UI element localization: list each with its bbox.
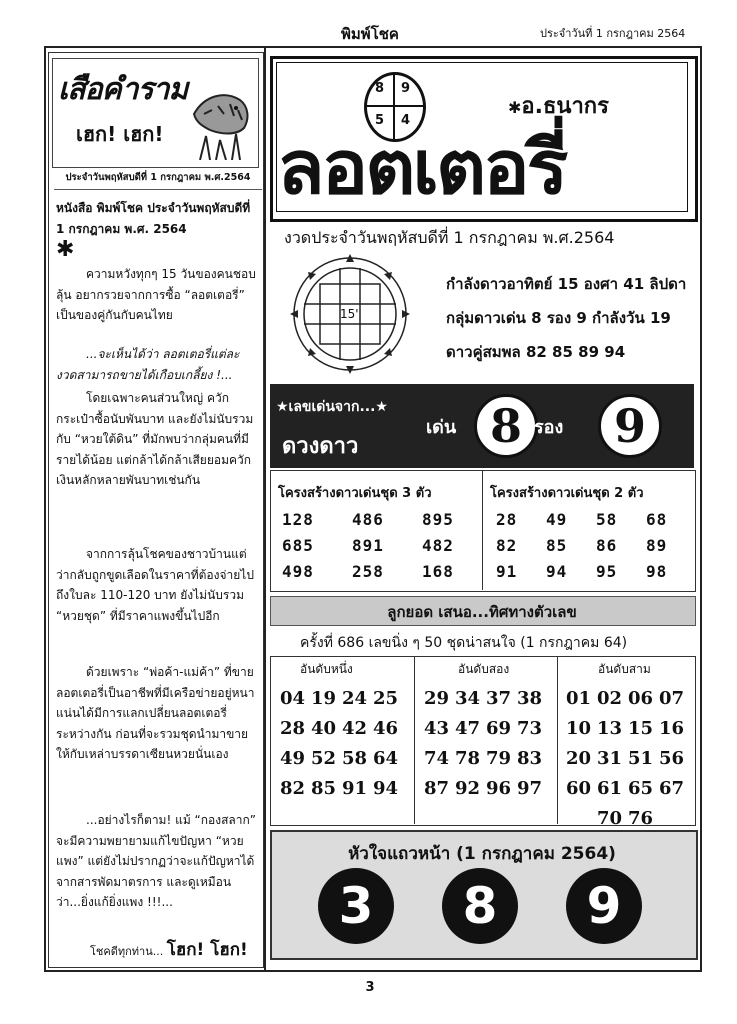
rank-two-number: 83 bbox=[517, 748, 543, 769]
rank-one-number: 91 bbox=[342, 778, 368, 799]
table-divider bbox=[414, 656, 415, 824]
rank-three-number: 13 bbox=[597, 718, 623, 739]
two-digit-number: 86 bbox=[596, 536, 618, 555]
rank-two-number: 92 bbox=[455, 778, 481, 799]
column-divider bbox=[264, 46, 266, 970]
two-digit-number: 94 bbox=[546, 562, 568, 581]
rank-three-number: 16 bbox=[659, 718, 685, 739]
rank-two-number: 37 bbox=[486, 688, 512, 709]
paragraph-hope: ความหวังทุกๆ 15 วันของคนชอบลุ้น อยากรวยจากการซื้อ “ลอตเตอรี่” เป็นของคู่กันกับคนไทย bbox=[56, 267, 256, 322]
three-digit-number: 891 bbox=[352, 536, 384, 555]
rank-one-header: อันดับหนึ่ง bbox=[300, 662, 353, 676]
three-digit-number: 128 bbox=[282, 510, 314, 529]
second-label: รอง bbox=[534, 417, 564, 438]
rank-one-number: 04 bbox=[280, 688, 306, 709]
rank-two-number: 34 bbox=[455, 688, 481, 709]
rank-two-number: 97 bbox=[517, 778, 543, 799]
three-digit-number: 168 bbox=[422, 562, 454, 581]
asterisk-icon: ✱ bbox=[56, 237, 75, 262]
intro-text: หนังสือ พิมพ์โชค ประจำวันพฤหัสบดีที่ 1 กรกฎาคม พ.ศ. 2564 bbox=[56, 201, 251, 236]
rank-three-number: 65 bbox=[628, 778, 654, 799]
column-signoff bbox=[90, 936, 248, 963]
rank-one-number: 28 bbox=[280, 718, 306, 739]
paragraph-majority: โดยเฉพาะคนส่วนใหญ่ ควักกระเป๋าซื้อนับพันบาท และยังไม่นับรวมกับ “หวยใต้ดิน” ที่มักพบว่ากลุ่มคนที่มีรายได้น้อย แต่กล้าได้กล้าเสียยอมควักเงินหลักหลายพันบาทเช่นกัน bbox=[56, 391, 254, 487]
three-digit-number: 258 bbox=[352, 562, 384, 581]
page-number: 3 bbox=[365, 980, 375, 995]
rank-one-number: 40 bbox=[311, 718, 337, 739]
star-info-power: กำลังดาวอาทิตย์ 15 องศา 41 ลิปดา bbox=[446, 275, 687, 293]
rank-two-number: 29 bbox=[424, 688, 450, 709]
rank-two-number: 38 bbox=[517, 688, 543, 709]
structure-three-title: โครงสร้างดาวเด่นชุด 3 ตัว bbox=[278, 486, 432, 501]
rank-one-number: 64 bbox=[373, 748, 399, 769]
rank-two-number: 69 bbox=[486, 718, 512, 739]
rank-two-number: 43 bbox=[424, 718, 450, 739]
two-digit-number: 91 bbox=[496, 562, 518, 581]
paragraph-dealers: ด้วยเพราะ “พ่อค้า-แม่ค้า” ที่ขายลอตเตอรี่เป็นอาชีพที่มีเครือข่ายอยู่หนาแน่นได้มีการแลกเปลี่ยนลอตเตอรี่ระหว่างกัน ก่อนที่จะรวมชุดนำมาขายให้กับเหล่าบรรดาเซียนหวยนั่นเอง bbox=[56, 665, 255, 761]
dial-number: 5 bbox=[375, 113, 385, 128]
logo-title: ลอตเตอรี่ bbox=[277, 125, 566, 211]
three-digit-number: 895 bbox=[422, 510, 454, 529]
paragraph-lottery-office: ...อย่างไรก็ตาม! แม้ “กองสลาก” จะมีความพยายามแก้ไขปัญหา “หวยแพง” แต่ยังไม่ปรากฏว่าจะแก้ปัญหาได้จากสารพัดมาตรการ และดูเหมือนว่า...ยิ่งแก้ยิ่งแพง !!!... bbox=[56, 813, 256, 909]
dial-number: 8 bbox=[375, 81, 385, 96]
rank-three-number: 70 bbox=[597, 808, 623, 829]
rank-one-number: 94 bbox=[373, 778, 399, 799]
signoff-big: โฮก! โฮก! bbox=[166, 940, 248, 960]
dial-number: 9 bbox=[401, 81, 411, 96]
three-digit-number: 685 bbox=[282, 536, 314, 555]
two-digit-number: 49 bbox=[546, 510, 568, 529]
rank-two-number: 79 bbox=[486, 748, 512, 769]
direction-title: ลูกยอด เสนอ...ทิศทางตัวเลข bbox=[387, 603, 577, 621]
rank-one-number: 52 bbox=[311, 748, 337, 769]
issue-date: ประจำวันที่ 1 กรกฎาคม 2564 bbox=[540, 27, 686, 40]
structure-two-title: โครงสร้างดาวเด่นชุด 2 ตัว bbox=[490, 486, 644, 501]
paragraph-price: จากการลุ้นโชคของชาวบ้านแต่ว่ากลับถูกขูดเลือดในราคาที่ต้องจ่ายไปถึงใบละ 110-120 บาท ยังไม่นับรวม “หวยชุด” ที่มีราคาแพงขึ้นไปอีก bbox=[56, 547, 254, 623]
rank-three-number: 01 bbox=[566, 688, 592, 709]
front-row-title: หัวใจแถวหน้า (1 กรกฎาคม 2564) bbox=[348, 844, 616, 864]
two-digit-number: 95 bbox=[596, 562, 618, 581]
signoff-small: โชคดีทุกท่าน... bbox=[90, 945, 164, 958]
lead-number: 8 bbox=[474, 394, 538, 458]
two-digit-number: 68 bbox=[646, 510, 668, 529]
wheel-center-value: 15' bbox=[340, 307, 359, 321]
rank-one-number: 25 bbox=[373, 688, 399, 709]
rank-three-number: 76 bbox=[628, 808, 654, 829]
second-number: 9 bbox=[598, 394, 662, 458]
rank-three-header: อันดับสาม bbox=[598, 662, 651, 676]
table-divider bbox=[557, 656, 558, 824]
rank-one-number: 46 bbox=[373, 718, 399, 739]
rank-three-number: 60 bbox=[566, 778, 592, 799]
rank-three-number: 67 bbox=[659, 778, 685, 799]
column-date: ประจำวันพฤหัสบดีที่ 1 กรกฎาคม พ.ศ.2564 bbox=[54, 170, 262, 190]
masthead-title: เสือคำราม bbox=[58, 72, 188, 107]
two-digit-number: 82 bbox=[496, 536, 518, 555]
tiger-illustration bbox=[190, 74, 252, 160]
rank-two-number: 73 bbox=[517, 718, 543, 739]
rank-three-number: 07 bbox=[659, 688, 685, 709]
rank-three-number: 15 bbox=[628, 718, 654, 739]
rank-two-number: 74 bbox=[424, 748, 450, 769]
three-digit-number: 486 bbox=[352, 510, 384, 529]
masthead-subtitle: เฮก! เฮก! bbox=[76, 122, 164, 146]
three-digit-number: 498 bbox=[282, 562, 314, 581]
rank-two-number: 78 bbox=[455, 748, 481, 769]
rank-two-header: อันดับสอง bbox=[458, 662, 510, 676]
intro-paragraph bbox=[56, 198, 258, 261]
publication-name: พิมพ์โชค bbox=[341, 25, 399, 43]
rank-one-number: 42 bbox=[342, 718, 368, 739]
rank-two-number: 47 bbox=[455, 718, 481, 739]
three-digit-number: 482 bbox=[422, 536, 454, 555]
star-info-pairs: ดาวคู่สมพล 82 85 89 94 bbox=[446, 343, 626, 361]
star-info-group: กลุ่มดาวเด่น 8 รอง 9 กำลังวัน 19 bbox=[446, 309, 671, 327]
structure-divider bbox=[482, 470, 483, 590]
paragraph-sold-out: ...จะเห็นได้ว่า ลอตเตอรี่แต่ละงวดสามารถขายได้เกือบเกลี้ยง !... bbox=[56, 347, 240, 382]
two-digit-number: 58 bbox=[596, 510, 618, 529]
rank-three-number: 20 bbox=[566, 748, 592, 769]
rank-one-number: 85 bbox=[311, 778, 337, 799]
logo-author: ✱อ.ธนากร bbox=[508, 94, 609, 119]
featured-source: ดวงดาว bbox=[282, 434, 359, 459]
rank-one-number: 82 bbox=[280, 778, 306, 799]
draw-date-line: งวดประจำวันพฤหัสบดีที่ 1 กรกฎาคม พ.ศ.2564 bbox=[284, 228, 615, 247]
rank-three-number: 51 bbox=[628, 748, 654, 769]
rank-one-number: 24 bbox=[342, 688, 368, 709]
star-icon: ✱ bbox=[508, 98, 522, 117]
rank-two-number: 96 bbox=[486, 778, 512, 799]
rank-one-number: 58 bbox=[342, 748, 368, 769]
two-digit-number: 28 bbox=[496, 510, 518, 529]
ranking-table bbox=[270, 656, 696, 826]
round-line: ครั้งที่ 686 เลขนิ่ง ๆ 50 ชุดน่าสนใจ (1 กรกฎาคม 64) bbox=[300, 635, 628, 651]
rank-one-number: 19 bbox=[311, 688, 337, 709]
rank-one-number: 49 bbox=[280, 748, 306, 769]
rank-two-number: 87 bbox=[424, 778, 450, 799]
featured-label: ★เลขเด่นจาก...★ bbox=[276, 399, 388, 415]
two-digit-number: 89 bbox=[646, 536, 668, 555]
dial-number: 4 bbox=[401, 113, 411, 128]
rank-three-number: 31 bbox=[597, 748, 623, 769]
rank-three-number: 02 bbox=[597, 688, 623, 709]
two-digit-number: 98 bbox=[646, 562, 668, 581]
front-row-number: 3 bbox=[318, 868, 394, 944]
front-row-number: 8 bbox=[442, 868, 518, 944]
two-digit-number: 85 bbox=[546, 536, 568, 555]
rank-three-number: 10 bbox=[566, 718, 592, 739]
rank-three-number: 06 bbox=[628, 688, 654, 709]
rank-three-number: 61 bbox=[597, 778, 623, 799]
front-row-number: 9 bbox=[566, 868, 642, 944]
rank-three-number: 56 bbox=[659, 748, 685, 769]
lead-label: เด่น bbox=[426, 417, 457, 438]
